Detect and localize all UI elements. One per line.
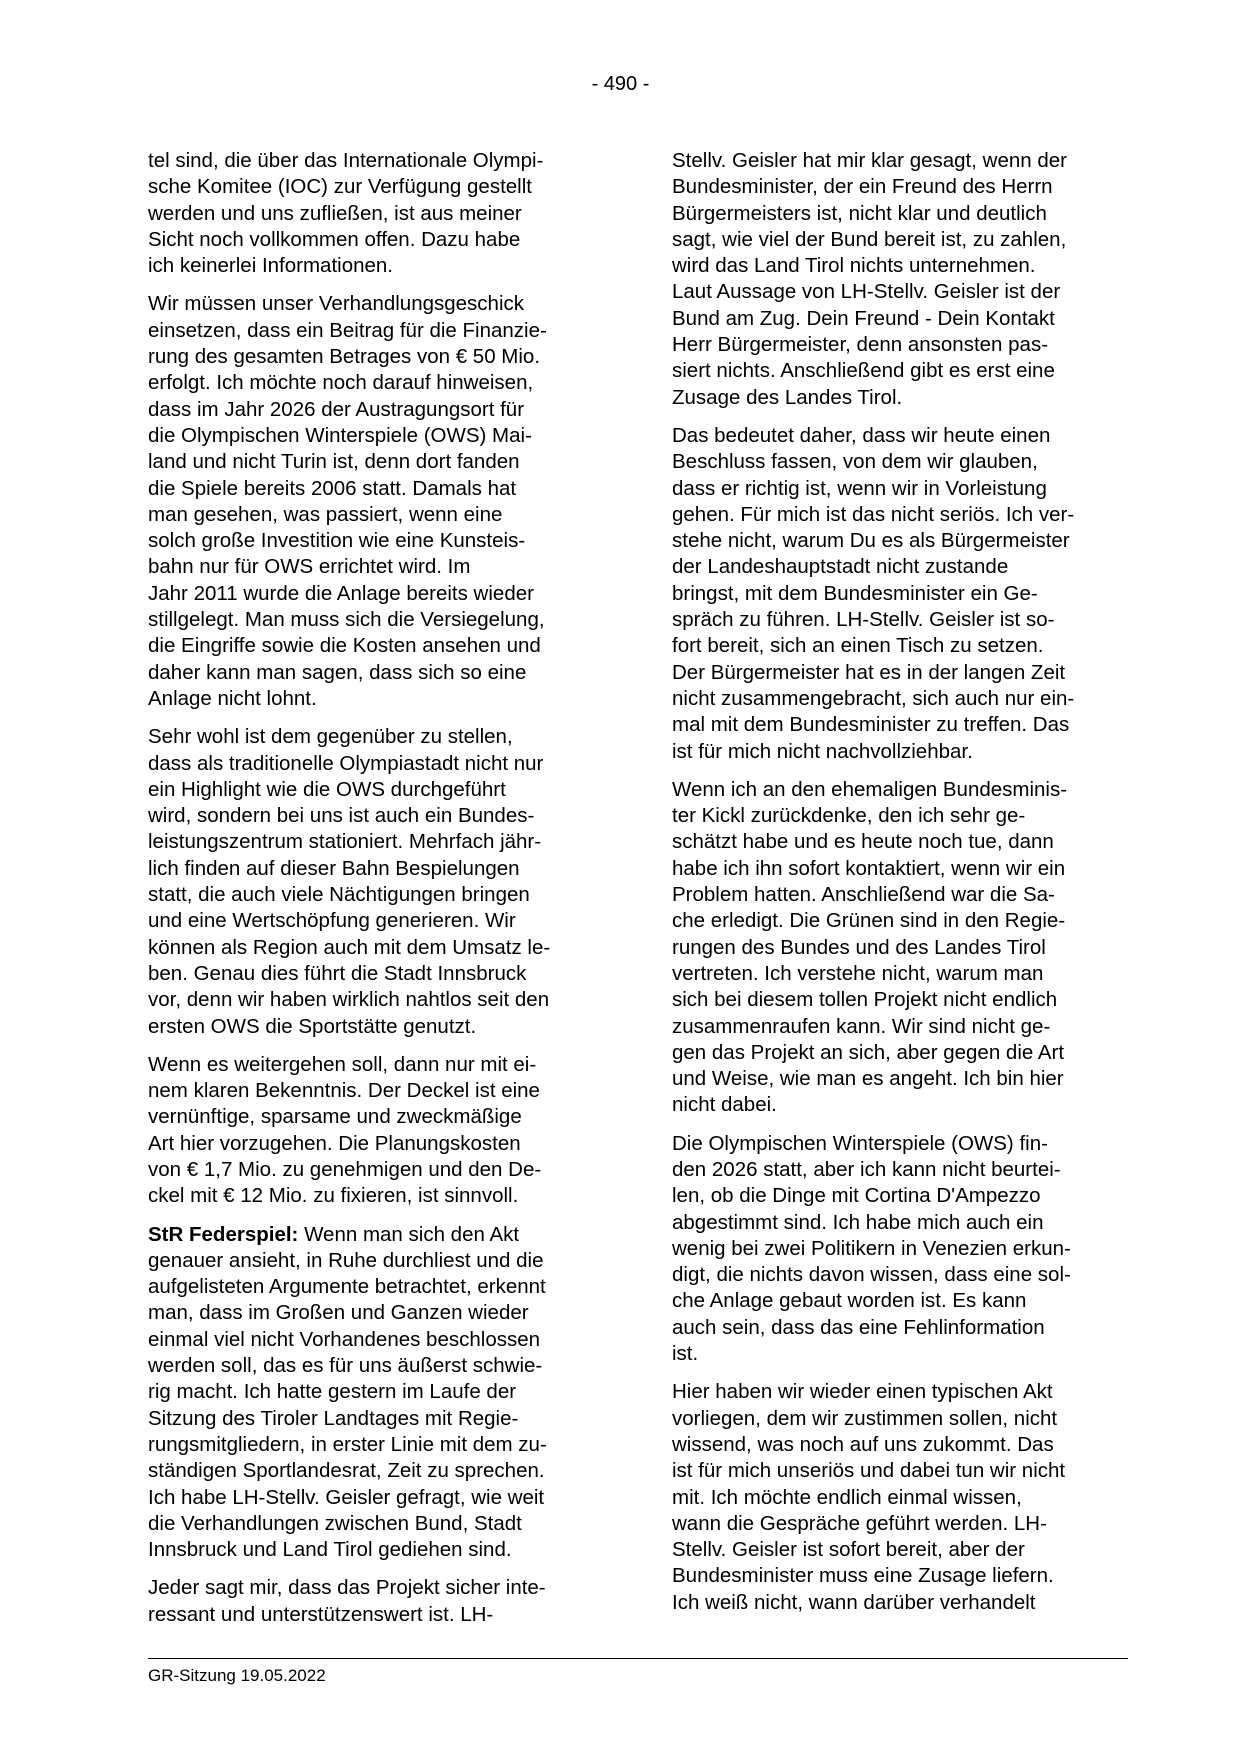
speaker-paragraph	[148, 1222, 598, 1564]
speaker-name: StR Federspiel:	[148, 1222, 299, 1246]
paragraph: Stellv. Geisler hat mir klar gesagt, wenn der Bundesminister, der ein Freund des Herrn Bürgermeisters ist, nicht klar und deutlich sagt, wie viel der Bund bereit ist, zu zahlen, wird das Land Tirol nichts unternehmen. Laut Aussage von LH-Stellv. Geisler ist der Bund am Zug. Dein Freund - Dein Kontakt Herr Bürgermeister, denn ansonsten pas- siert nichts. Anschließend gibt es erst eine Zusage des Landes Tirol.	[672, 149, 1067, 409]
paragraph: Die Olympischen Winterspiele (OWS) fin- den 2026 statt, aber ich kann nicht beurtei- len, ob die Dinge mit Cortina D'Ampezzo abgestimmt sind. Ich habe mich auch ein wenig bei zwei Politikern in Venezien erkun- digt, die nichts davon wissen, dass eine sol- che Anlage gebaut worden ist. Es kann auch sein, dass das eine Fehlinformation ist.	[672, 1131, 1071, 1366]
paragraph: Jeder sagt mir, dass das Projekt sicher inte- ressant und unterstützenswert ist. LH-	[148, 1576, 546, 1626]
page-number: - 490 -	[591, 73, 650, 95]
footer-divider	[148, 1658, 1128, 1659]
paragraph: Wenn ich an den ehemaligen Bundesminis- ter Kickl zurückdenke, den ich sehr ge- schätzt habe und es heute noch tue, dann habe ich ihn sofort kontaktiert, wenn wir ein Problem hatten. Anschließend war die Sa- che erledigt. Die Grünen sind in den Regie- rungen des Bundes und des Landes Tirol vertreten. Ich verstehe nicht, warum man sich bei diesem tollen Projekt nicht endlich zusammenraufen kann. Wir sind nicht ge- gen das Projekt an sich, aber gegen die Art und Weise, wie man es angeht. Ich bin hier nicht dabei.	[672, 777, 1068, 1117]
footer-session-date: GR-Sitzung 19.05.2022	[148, 1666, 326, 1685]
paragraph: tel sind, die über das Internationale Olympi- sche Komitee (IOC) zur Verfügung gestellt werden und uns zufließen, ist aus meiner Sicht noch vollkommen offen. Dazu habe ich keinerlei Informationen.	[148, 149, 544, 278]
paragraph: Das bedeutet daher, dass wir heute einen Beschluss fassen, von dem wir glauben, dass er richtig ist, wenn wir in Vorleistung gehen. Für mich ist das nicht seriös. Ich ver- stehe nicht, warum Du es als Bürgermeister der Landeshauptstadt nicht zustande bringst, mit dem Bundesminister ein Ge- spräch zu führen. LH-Stellv. Geisler ist so- fort bereit, sich an einen Tisch zu setzen. Der Bürgermeister hat es in der langen Zeit nicht zusammengebracht, sich auch nur ein- mal mit dem Bundesminister zu treffen. Das ist für mich nicht nachvollziehbar.	[672, 423, 1075, 763]
paragraph: Hier haben wir wieder einen typischen Akt vorliegen, dem wir zustimmen sollen, nicht wissend, was noch auf uns zukommt. Das ist für mich unseriös und dabei tun wir nicht mit. Ich möchte endlich einmal wissen, wann die Gespräche geführt werden. LH- Stellv. Geisler ist sofort bereit, aber der Bundesminister muss eine Zusage liefern. Ich weiß nicht, wann darüber verhandelt	[672, 1380, 1066, 1614]
right-column	[672, 148, 1122, 1628]
paragraph: Wenn es weitergehen soll, dann nur mit ei- nem klaren Bekenntnis. Der Deckel ist eine vernünftige, sparsame und zweckmäßige Art hier vorzugehen. Die Planungskosten von € 1,7 Mio. zu genehmigen und den De- ckel mit € 12 Mio. zu fixieren, ist sinnvoll.	[148, 1052, 542, 1208]
left-column	[148, 148, 598, 1640]
paragraph: Sehr wohl ist dem gegenüber zu stellen, dass als traditionelle Olympiastadt nicht nur ein Highlight wie die OWS durchgeführt wird, sondern bei uns ist auch ein Bundes- leistungszentrum stationiert. Mehrfach jähr- lich finden auf dieser Bahn Bespielungen statt, die auch viele Nächtigungen bringen und eine Wertschöpfung generieren. Wir können als Region auch mit dem Umsatz le- ben. Genau dies führt die Stadt Innsbruck vor, denn wir haben wirklich nahtlos seit den ersten OWS die Sportstätte genutzt.	[148, 725, 551, 1038]
paragraph: Wir müssen unser Verhandlungsgeschick einsetzen, dass ein Beitrag für die Finanzie- rung des gesamten Betrages von € 50 Mio. erfolgt. Ich möchte noch darauf hinweisen, dass im Jahr 2026 der Austragungsort für die Olympischen Winterspiele (OWS) Mai- land und nicht Turin ist, denn dort fanden die Spiele bereits 2006 statt. Damals hat man gesehen, was passiert, wenn eine solch große Investition wie eine Kunsteis- bahn nur für OWS errichtet wird. Im Jahr 2011 wurde die Anlage bereits wieder stillgelegt. Man muss sich die Versiegelung, die Eingriffe sowie die Kosten ansehen und daher kann man sagen, dass sich so eine Anlage nicht lohnt.	[148, 292, 547, 710]
speaker-text: Wenn man sich den Akt genauer ansieht, in Ruhe durchliest und die aufgelisteten Argumente betrachtet, erkennt man, dass im Großen und Ganzen wieder einmal viel nicht Vorhandenes beschlossen werden soll, das es für uns äußerst schwie- rig macht. Ich hatte gestern im Laufe der Sitzung des Tiroler Landtages mit Regie- rungsmitgliedern, in erster Linie mit dem zu- ständigen Sportlandesrat, Zeit zu sprechen. Ich habe LH-Stellv. Geisler gefragt, wie weit die Verhandlungen zwischen Bund, Stadt Innsbruck und Land Tirol gediehen sind.	[148, 1222, 547, 1562]
